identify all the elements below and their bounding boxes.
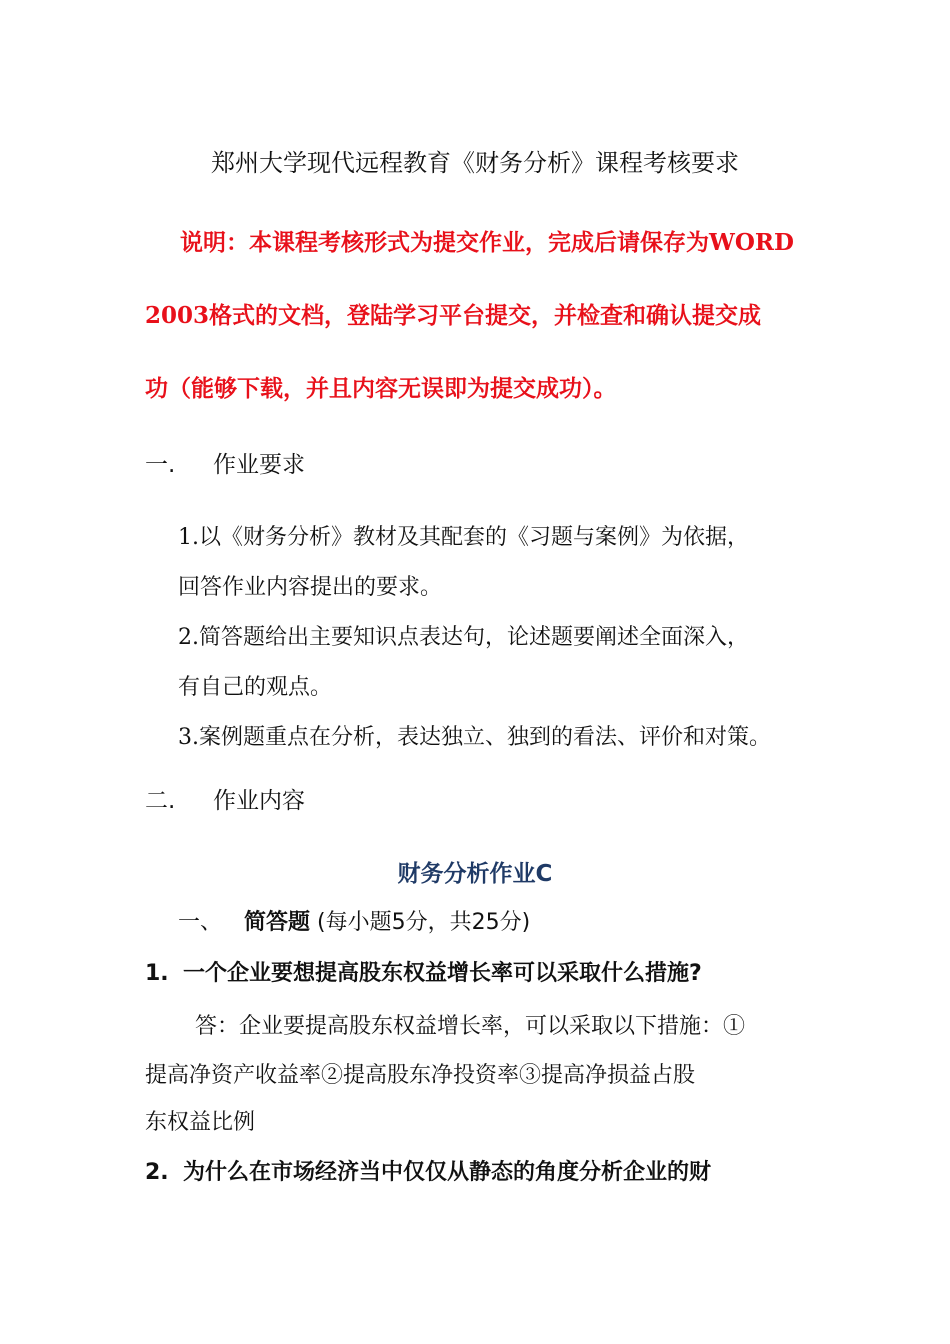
- notice-line-1: 说明：本课程考核形式为提交作业，完成后请保存为WORD: [180, 229, 794, 256]
- question-number: 1.: [145, 961, 169, 986]
- requirement-line: 1.以《财务分析》教材及其配套的《习题与案例》为依据，: [178, 525, 749, 550]
- notice-line-2: 2003格式的文档，登陆学习平台提交，并检查和确认提交成: [145, 302, 762, 329]
- section-label: 作业内容: [213, 788, 305, 814]
- part-label: 简答题: [244, 910, 311, 935]
- question-1: [145, 956, 702, 987]
- part-number: 一、: [178, 910, 223, 935]
- requirement-line: 3.案例题重点在分析，表达独立、独到的看法、评价和对策。: [178, 725, 771, 750]
- question-2: [145, 1155, 711, 1186]
- document-title: 郑州大学现代远程教育《财务分析》课程考核要求: [211, 149, 739, 177]
- answer-line: 东权益比例: [145, 1110, 256, 1135]
- section-heading-content: [145, 782, 305, 815]
- section-heading-requirements: [145, 446, 305, 479]
- requirement-line: 回答作业内容提出的要求。: [178, 575, 443, 600]
- requirement-line: 有自己的观点。: [178, 675, 333, 700]
- answer-line: 答：企业要提高股东权益增长率，可以采取以下措施：①: [195, 1014, 746, 1039]
- homework-title: 财务分析作业C: [397, 861, 553, 887]
- question-text: 一个企业要想提高股东权益增长率可以采取什么措施?: [183, 961, 702, 986]
- question-number: 2.: [145, 1160, 169, 1185]
- answer-line: 提高净资产收益率②提高股东净投资率③提高净损益占股: [145, 1063, 696, 1088]
- section-label: 作业要求: [213, 452, 305, 478]
- section-number: 二.: [145, 788, 176, 814]
- question-text: 为什么在市场经济当中仅仅从静态的角度分析企业的财: [183, 1160, 712, 1185]
- part-heading: [178, 905, 530, 936]
- section-number: 一.: [145, 452, 176, 478]
- requirement-line: 2.简答题给出主要知识点表达句，论述题要阐述全面深入，: [178, 625, 749, 650]
- notice-line-3: 功（能够下载，并且内容无误即为提交成功）。: [145, 375, 617, 402]
- part-score-note: (每小题5分，共25分): [317, 910, 531, 935]
